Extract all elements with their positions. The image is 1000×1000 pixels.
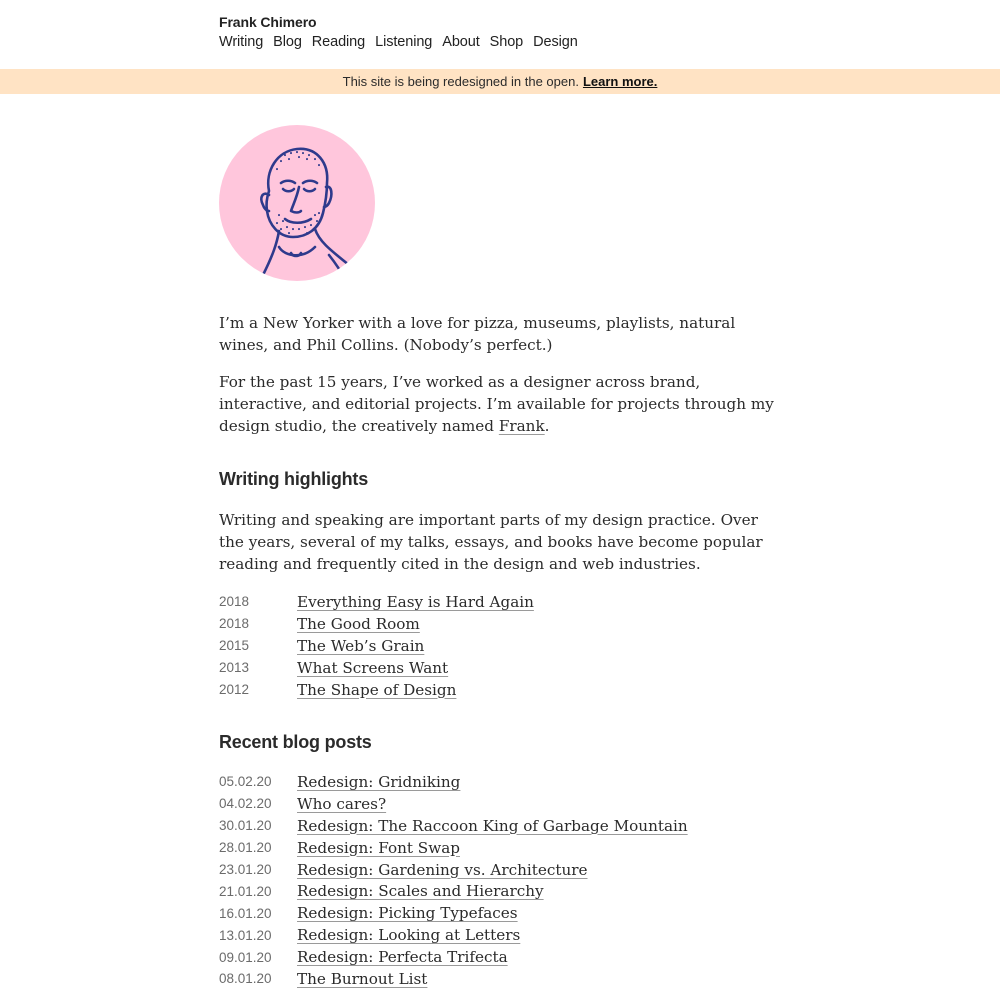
item-link[interactable]: What Screens Want: [297, 658, 449, 677]
post-link[interactable]: Redesign: Looking at Letters: [297, 926, 521, 945]
post-link[interactable]: Redesign: The Raccoon King of Garbage Mountain: [297, 816, 688, 835]
list-item: [219, 771, 779, 793]
item-year: 2018: [219, 594, 250, 610]
list-item: [219, 946, 779, 968]
item-link[interactable]: The Web’s Grain: [297, 636, 425, 655]
list-item: [219, 657, 779, 679]
intro-paragraph-2: [219, 372, 779, 437]
portrait-illustration-icon: [219, 125, 375, 281]
list-item: [219, 591, 779, 613]
post-date: 30.01.20: [219, 818, 272, 834]
nav-shop[interactable]: Shop: [489, 34, 524, 50]
item-link[interactable]: Everything Easy is Hard Again: [297, 592, 534, 611]
list-item: [219, 613, 779, 635]
post-date: 08.01.20: [219, 971, 272, 987]
item-link[interactable]: The Shape of Design: [297, 680, 457, 699]
post-date: 16.01.20: [219, 905, 272, 921]
post-link[interactable]: Who cares?: [297, 794, 387, 813]
main-nav: [219, 34, 578, 50]
item-year: 2012: [219, 682, 250, 697]
list-item: [219, 902, 779, 924]
list-item: [219, 859, 779, 881]
list-item: [219, 880, 779, 902]
list-item: [219, 924, 779, 946]
redesign-banner: [0, 69, 1000, 94]
nav-design[interactable]: Design: [533, 34, 578, 50]
post-link[interactable]: Redesign: Font Swap: [297, 838, 460, 857]
intro-text-1: I’m a New Yorker with a love for pizza, museums, playlists, natural wines, and Phil Collins. (Nobody’s perfect.): [219, 314, 736, 354]
item-year: 2013: [219, 660, 250, 676]
item-link[interactable]: The Good Room: [297, 614, 420, 633]
post-date: 23.01.20: [219, 862, 272, 877]
post-date: 09.01.20: [219, 949, 272, 965]
post-link[interactable]: Redesign: Picking Typefaces: [297, 904, 518, 923]
nav-writing[interactable]: Writing: [219, 34, 264, 50]
list-item: [219, 793, 779, 815]
frank-studio-link[interactable]: Frank: [498, 416, 545, 435]
post-date: 21.01.20: [219, 883, 272, 899]
intro-text-2-before: For the past 15 years, I’ve worked as a designer across brand, interactive, and editorial projects. I’m available for projects through my design studio, the creatively named: [219, 373, 774, 435]
intro-paragraph-1: [219, 313, 779, 357]
post-date: 04.02.20: [219, 796, 272, 812]
list-item: [219, 635, 779, 657]
intro-text-2-after: .: [544, 416, 550, 435]
list-item: [219, 837, 779, 859]
item-year: 2015: [219, 638, 250, 654]
nav-about[interactable]: About: [442, 34, 480, 50]
banner-learn-more-link[interactable]: Learn more.: [582, 74, 658, 89]
nav-blog[interactable]: Blog: [273, 34, 302, 50]
post-link[interactable]: Redesign: Gridniking: [297, 772, 461, 791]
item-year: 2018: [219, 616, 250, 632]
writing-description-text: Writing and speaking are important parts of my design practice. Over the years, several of my talks, essays, and books have become popular reading and frequently cited in the design and web industries.: [219, 511, 763, 573]
writing-highlights-list: [219, 591, 779, 700]
post-date: 28.01.20: [219, 840, 272, 856]
writing-highlights-heading: Writing highlights: [219, 469, 369, 489]
writing-description: [219, 510, 779, 575]
intro-text-2: [219, 372, 779, 437]
post-link[interactable]: Redesign: Gardening vs. Architecture: [297, 860, 588, 879]
site-title-link[interactable]: Frank Chimero: [219, 14, 317, 30]
post-date: 13.01.20: [219, 927, 272, 943]
post-link[interactable]: Redesign: Scales and Hierarchy: [297, 882, 544, 901]
banner-text: This site is being redesigned in the open.: [342, 74, 579, 89]
site-header: [219, 14, 578, 50]
post-date: 05.02.20: [219, 774, 272, 790]
list-item: [219, 968, 779, 990]
nav-reading[interactable]: Reading: [311, 34, 366, 50]
nav-listening[interactable]: Listening: [375, 34, 433, 50]
avatar: [219, 125, 375, 281]
post-link[interactable]: Redesign: Perfecta Trifecta: [297, 948, 508, 967]
list-item: [219, 679, 779, 701]
post-link[interactable]: The Burnout List: [297, 969, 428, 988]
recent-blog-posts-heading: Recent blog posts: [219, 732, 372, 752]
list-item: [219, 815, 779, 837]
recent-blog-posts-list: [219, 771, 779, 990]
